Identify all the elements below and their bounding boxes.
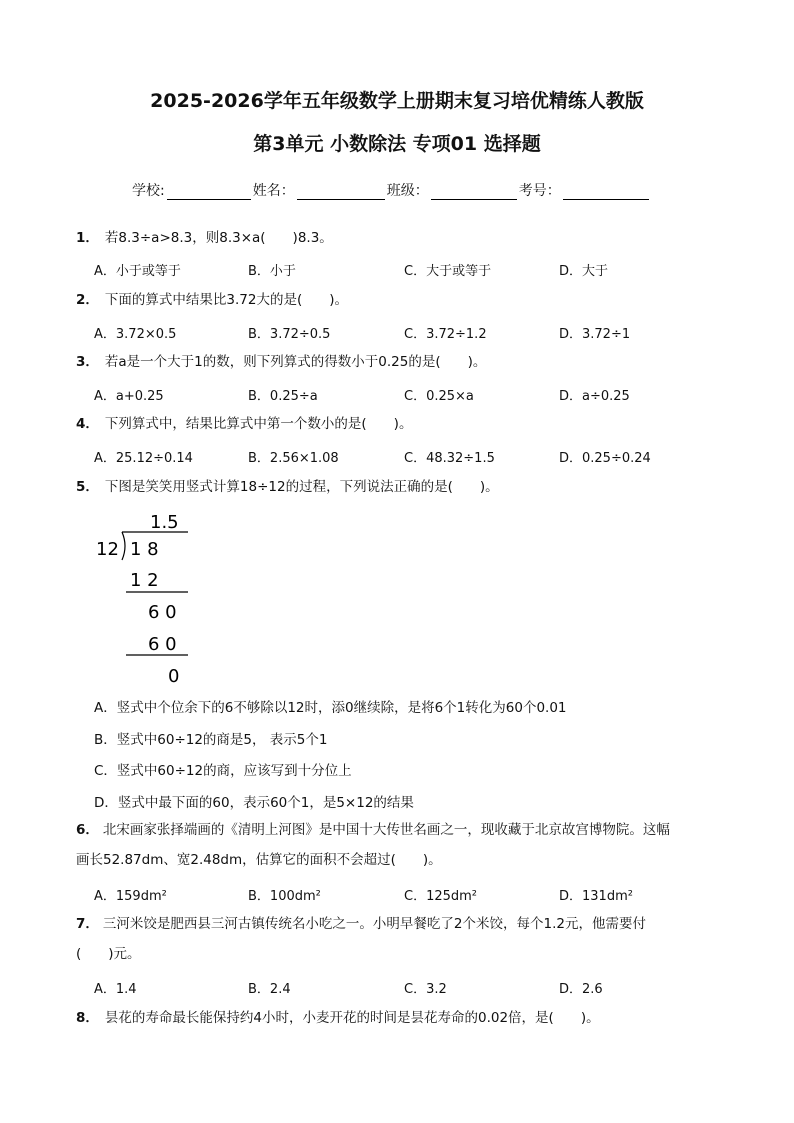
option-c[interactable]: C．125dm²: [404, 889, 478, 904]
question-number: 2．: [76, 292, 99, 308]
name-field[interactable]: [297, 185, 385, 200]
question-number: 6．: [76, 822, 99, 838]
option-b[interactable]: B．3.72÷0.5: [248, 327, 331, 342]
division-bracket: [122, 532, 125, 560]
question-1: [76, 228, 333, 248]
option-a[interactable]: A．25.12÷0.14: [94, 451, 193, 466]
question-stem: 若a是一个大于1的数，则下列算式的得数小于0.25的是( )。: [104, 354, 487, 370]
name-label: 姓名：: [252, 183, 295, 199]
question-7: [76, 909, 726, 969]
question-2: [76, 290, 348, 310]
option-a[interactable]: A．1.4: [94, 982, 137, 997]
question-number: 3．: [76, 354, 99, 370]
option-a[interactable]: A．a+0.25: [94, 389, 164, 404]
question-stem-line-2: ( )元。: [76, 946, 141, 962]
option-c[interactable]: C．竖式中60÷12的商，应该写到十分位上: [94, 763, 352, 779]
option-d[interactable]: D．3.72÷1: [559, 327, 631, 342]
option-d[interactable]: D．2.6: [559, 982, 603, 997]
question-stem: 昙花的寿命最长能保持约4小时，小麦开花的时间是昙花寿命的0.02倍，是( )。: [104, 1010, 600, 1026]
option-d[interactable]: D．大于: [559, 264, 609, 279]
option-d[interactable]: D．a÷0.25: [559, 389, 630, 404]
option-d[interactable]: D．131dm²: [559, 889, 633, 904]
question-stem: 下列算式中，结果比算式中第一个数小的是( )。: [104, 416, 413, 432]
question-number: 5．: [76, 479, 99, 495]
option-b[interactable]: B．2.56×1.08: [248, 451, 339, 466]
question-number: 1．: [76, 230, 99, 246]
question-5: [76, 477, 499, 497]
option-b[interactable]: B．小于: [248, 264, 296, 279]
option-b[interactable]: B．100dm²: [248, 889, 321, 904]
option-c[interactable]: C．3.2: [404, 982, 447, 997]
question-number: 8．: [76, 1010, 99, 1026]
option-c[interactable]: C．48.32÷1.5: [404, 451, 495, 466]
question-stem: 下图是笑笑用竖式计算18÷12的过程，下列说法正确的是( )。: [104, 479, 499, 495]
option-b[interactable]: B．2.4: [248, 982, 291, 997]
option-a[interactable]: A．竖式中个位余下的6不够除以12时，添0继续除，是将6个1转化为60个0.01: [94, 700, 567, 716]
divisor: 12: [96, 539, 119, 560]
option-d[interactable]: D．0.25÷0.24: [559, 451, 651, 466]
class-label: 班级：: [386, 183, 429, 199]
question-4: [76, 414, 412, 434]
option-a[interactable]: A．3.72×0.5: [94, 327, 177, 342]
question-3: [76, 352, 486, 372]
first-remainder: 6 0: [148, 602, 177, 623]
first-product: 1 2: [130, 570, 159, 591]
school-label: 学校:: [132, 183, 165, 199]
question-stem: 下面的算式中结果比3.72大的是( )。: [104, 292, 348, 308]
option-c[interactable]: C．0.25×a: [404, 389, 474, 404]
quotient: 1.5: [150, 512, 179, 533]
exam-number-field[interactable]: [563, 185, 649, 200]
page-title: 2025-2026学年五年级数学上册期末复习培优精练人教版: [150, 90, 644, 112]
dividend: 1 8: [130, 539, 159, 560]
question-8: [76, 1008, 600, 1028]
second-product: 6 0: [148, 634, 177, 655]
question-stem: 若8.3÷a>8.3，则8.3×a( )8.3。: [104, 230, 333, 246]
option-a[interactable]: A．小于或等于: [94, 264, 181, 279]
student-info-line: [132, 180, 672, 200]
class-field[interactable]: [431, 185, 517, 200]
exam-number-label: 考号：: [518, 183, 561, 199]
question-number: 4．: [76, 416, 99, 432]
option-d[interactable]: D．竖式中最下面的60，表示60个1，是5×12的结果: [94, 795, 414, 811]
question-stem-line-1: 三河米饺是肥西县三河古镇传统名小吃之一。小明早餐吃了2个米饺，每个1.2元，他需要付: [102, 916, 646, 932]
question-number: 7．: [76, 916, 99, 932]
question-stem-line-1: 北宋画家张择端画的《清明上河图》是中国十大传世名画之一，现收藏于北京故宫博物院。这幅: [102, 822, 670, 838]
option-c[interactable]: C．3.72÷1.2: [404, 327, 487, 342]
option-a[interactable]: A．159dm²: [94, 889, 167, 904]
page-subtitle: 第3单元 小数除法 专项01 选择题: [253, 133, 541, 155]
school-field[interactable]: [167, 185, 251, 200]
long-division-figure: [88, 508, 208, 688]
question-stem-line-2: 画长52.87dm、宽2.48dm，估算它的面积不会超过( )。: [76, 852, 442, 868]
final-remainder: 0: [168, 666, 180, 687]
option-b[interactable]: B．0.25÷a: [248, 389, 318, 404]
question-6: [76, 815, 726, 875]
option-b[interactable]: B．竖式中60÷12的商是5， 表示5个1: [94, 732, 328, 748]
option-c[interactable]: C．大于或等于: [404, 264, 492, 279]
